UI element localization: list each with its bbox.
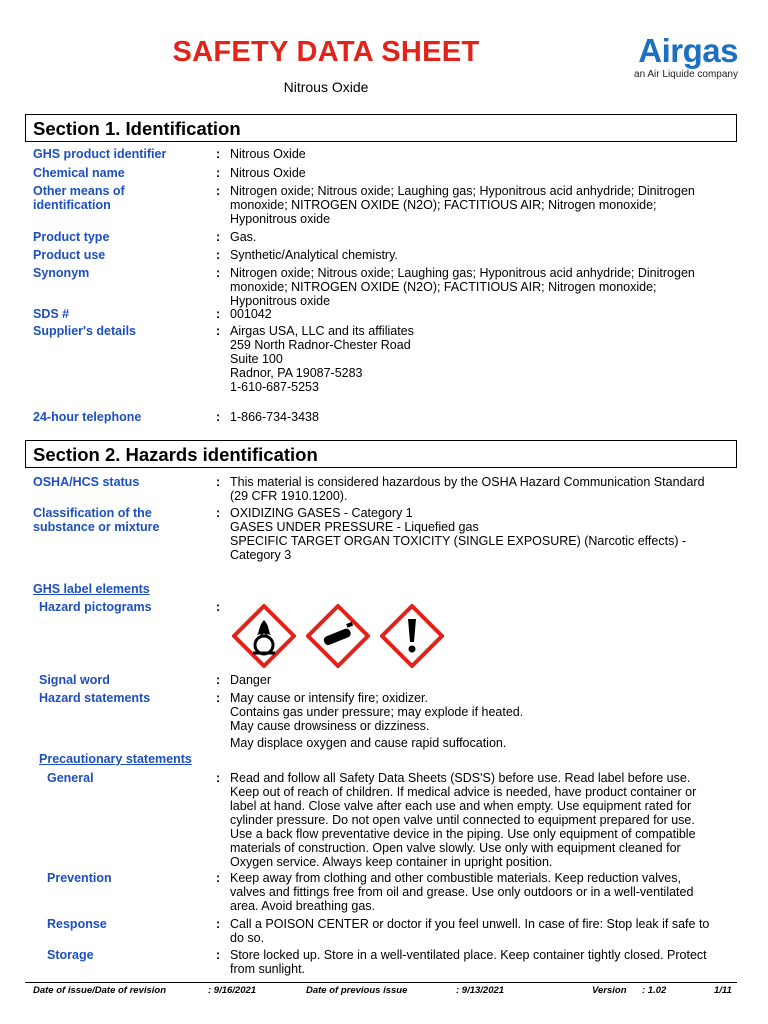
value-sds-number: 001042	[230, 307, 272, 321]
colon: :	[216, 266, 221, 280]
label-other-means: Other means of identification	[33, 184, 125, 212]
value-storage: Store locked up. Store in a well-ventilated place. Keep container tightly closed. Protect from sunlight.	[230, 948, 707, 976]
precautionary-statements-heading: Precautionary statements	[39, 752, 192, 766]
colon: :	[216, 248, 221, 262]
value-supplier: Airgas USA, LLC and its affiliates 259 North Radnor-Chester Road Suite 100 Radnor, PA 19087-5283 1-610-687-5253	[230, 324, 414, 394]
section-2-heading: Section 2. Hazards identification	[25, 440, 737, 468]
footer-version-value: : 1.02	[642, 985, 667, 996]
label-classification: Classification of the substance or mixture	[33, 506, 160, 534]
product-name: Nitrous Oxide	[283, 79, 369, 95]
colon: :	[216, 771, 221, 785]
label-hazard-statements: Hazard statements	[39, 691, 151, 705]
colon: :	[216, 230, 221, 244]
label-24h-telephone: 24-hour telephone	[33, 410, 142, 424]
colon: :	[216, 307, 221, 321]
footer-divider	[25, 982, 737, 983]
colon: :	[216, 410, 221, 424]
colon: :	[216, 324, 221, 338]
value-chemical-name: Nitrous Oxide	[230, 166, 306, 180]
label-supplier: Supplier's details	[33, 324, 137, 338]
colon: :	[216, 475, 221, 489]
colon: :	[216, 147, 221, 161]
gas-cylinder-icon	[306, 604, 370, 668]
colon: :	[216, 600, 221, 614]
section-1-heading: Section 1. Identification	[25, 114, 737, 142]
label-ghs-identifier: GHS product identifier	[33, 147, 167, 161]
colon: :	[216, 184, 221, 198]
colon: :	[216, 506, 221, 520]
footer-previous-value: : 9/13/2021	[456, 985, 505, 996]
value-prevention: Keep away from clothing and other combustible materials. Keep reduction valves, valves and fittings free from oil and grease. Use only outdoors or in a well-ventilated area. Avoid breathing gas.	[230, 871, 694, 913]
label-sds-number: SDS #	[33, 307, 70, 321]
footer-version-label: Version	[592, 985, 627, 996]
value-product-use: Synthetic/Analytical chemistry.	[230, 248, 398, 262]
label-storage: Storage	[47, 948, 94, 962]
label-product-use: Product use	[33, 248, 106, 262]
label-synonym: Synonym	[33, 266, 90, 280]
colon: :	[216, 166, 221, 180]
airgas-logo	[626, 34, 738, 90]
flame-over-circle-icon	[232, 604, 296, 668]
label-chemical-name: Chemical name	[33, 166, 125, 180]
footer-issue-label: Date of issue/Date of revision	[33, 985, 167, 996]
colon: :	[216, 871, 221, 885]
value-general: Read and follow all Safety Data Sheets (SDS'S) before use. Read label before use. Keep out of reach of children. If medical advice is needed, have product container or label at hand. Close valve after each use and when empty. Use equipment rated for cylinder pressure. Do not open valve until connected to equipment prepared for use. Use a back flow preventative device in the piping. Use only equipment of compatible materials of construction. Open valve slowly. Use only with equipment cleaned for Oxygen service. Always keep container in upright position.	[230, 771, 697, 869]
exclamation-mark-icon	[380, 604, 444, 668]
logo-tagline: an Air Liquide company	[634, 69, 738, 80]
value-ghs-identifier: Nitrous Oxide	[230, 147, 306, 161]
value-product-type: Gas.	[230, 230, 257, 244]
document-title: SAFETY DATA SHEET	[172, 36, 480, 68]
footer-previous-label: Date of previous issue	[306, 985, 408, 996]
value-hazard-extra: May displace oxygen and cause rapid suffocation.	[230, 736, 507, 750]
label-osha-status: OSHA/HCS status	[33, 475, 140, 489]
label-prevention: Prevention	[47, 871, 112, 885]
label-product-type: Product type	[33, 230, 110, 244]
ghs-label-elements-heading: GHS label elements	[33, 582, 150, 596]
footer-issue-value: : 9/16/2021	[208, 985, 257, 996]
label-hazard-pictograms: Hazard pictograms	[39, 600, 152, 614]
footer-page-number: 1/11	[714, 985, 732, 996]
colon: :	[216, 673, 221, 687]
colon: :	[216, 948, 221, 962]
value-24h-telephone: 1-866-734-3438	[230, 410, 319, 424]
label-signal-word: Signal word	[39, 673, 110, 687]
label-general: General	[47, 771, 94, 785]
colon: :	[216, 917, 221, 931]
value-response: Call a POISON CENTER or doctor if you feel unwell. In case of fire: Stop leak if safe to do so.	[230, 917, 710, 945]
colon: :	[216, 691, 221, 705]
value-hazard-statements: May cause or intensify fire; oxidizer. Contains gas under pressure; may explode if heated. May cause drowsiness or dizziness.	[230, 691, 524, 733]
value-synonym: Nitrogen oxide; Nitrous oxide; Laughing gas; Hyponitrous acid anhydride; Dinitrogen monoxide; NITROGEN OXIDE (N2O); FACTITIOUS AIR; Nitrogen monoxide; Hyponitrous oxide	[230, 266, 695, 308]
value-signal-word: Danger	[230, 673, 271, 687]
value-osha-status: This material is considered hazardous by the OSHA Hazard Communication Standard (29 CFR 1910.1200).	[230, 475, 705, 503]
value-other-means: Nitrogen oxide; Nitrous oxide; Laughing gas; Hyponitrous acid anhydride; Dinitrogen monoxide; NITROGEN OXIDE (N2O); FACTITIOUS AIR; Nitrogen monoxide; Hyponitrous oxide	[230, 184, 695, 226]
logo-word: Airgas	[638, 32, 738, 69]
label-response: Response	[47, 917, 107, 931]
value-classification: OXIDIZING GASES - Category 1 GASES UNDER PRESSURE - Liquefied gas SPECIFIC TARGET ORGAN TOXICITY (SINGLE EXPOSURE) (Narcotic effects) - Category 3	[230, 506, 687, 562]
